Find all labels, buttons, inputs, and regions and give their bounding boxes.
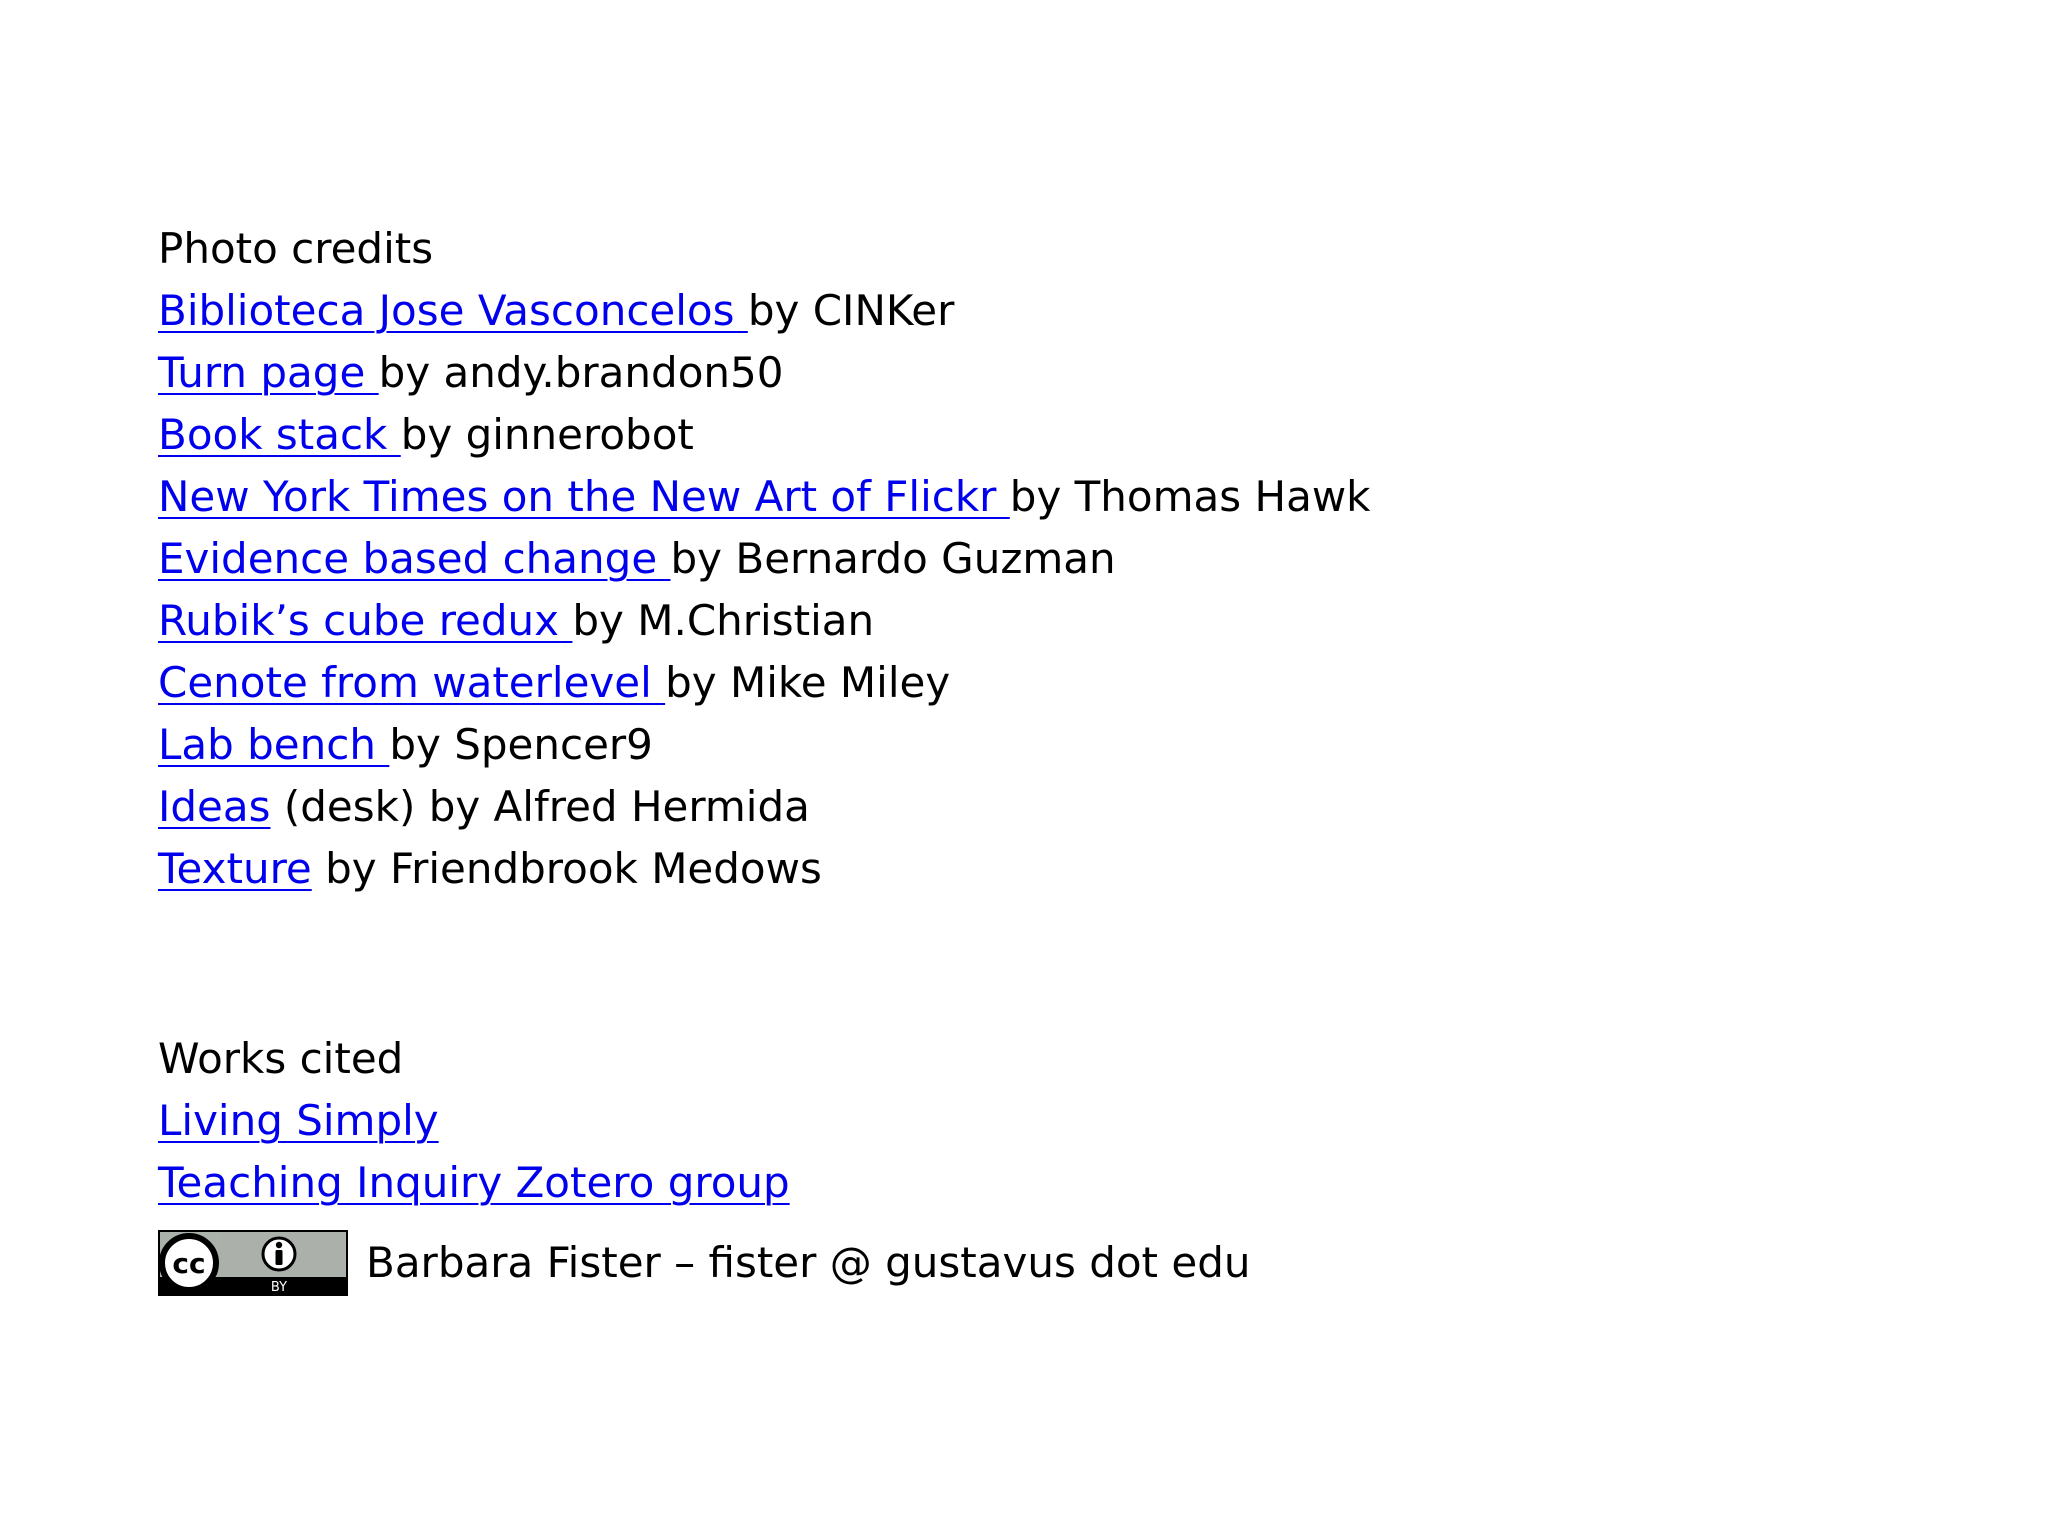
credit-link[interactable]: Evidence based change [158,534,671,583]
credit-attribution: by Thomas Hawk [1009,472,1371,521]
credit-link[interactable]: New York Times on the New Art of Flickr [158,472,1010,521]
credit-link[interactable]: Biblioteca Jose Vasconcelos [158,286,748,335]
credit-line [158,590,1958,652]
credit-link[interactable]: Texture [158,844,312,893]
credit-link[interactable]: Ideas [158,782,271,831]
credit-attribution: (desk) by Alfred Hermida [270,782,810,831]
credit-line [158,342,1958,404]
credit-line [158,838,1958,900]
works-cited-heading: Works cited [158,1034,404,1083]
author-contact: Barbara Fister – fister @ gustavus dot edu [366,1238,1251,1287]
credit-link[interactable]: Rubik’s cube redux [158,596,573,645]
credit-line [158,652,1958,714]
credit-line [158,714,1958,776]
cited-link[interactable]: Living Simply [158,1096,439,1145]
by-badge-text: BY [270,1280,288,1295]
cited-link[interactable]: Teaching Inquiry Zotero group [158,1158,790,1207]
credit-attribution: by Friendbrook Medows [311,844,822,893]
credit-link[interactable]: Book stack [158,410,401,459]
credit-attribution: by CINKer [747,286,955,335]
credit-link[interactable]: Turn page [158,348,379,397]
credit-attribution: by Spencer9 [389,720,653,769]
section-spacer [158,900,1958,1028]
credit-line [158,528,1958,590]
footer [158,1222,1958,1304]
credit-link[interactable]: Lab bench [158,720,390,769]
credit-attribution: by Mike Miley [665,658,951,707]
credit-line [158,466,1958,528]
credit-attribution: by Bernardo Guzman [670,534,1116,583]
cited-line [158,1090,1958,1152]
credit-line [158,776,1958,838]
slide-content [158,218,1958,1304]
credit-attribution: by M.Christian [572,596,875,645]
credit-attribution: by andy.brandon50 [378,348,784,397]
credit-line [158,404,1958,466]
cc-badge-text: cc [172,1247,206,1280]
creative-commons-by-icon[interactable] [158,1230,348,1296]
credit-link[interactable]: Cenote from waterlevel [158,658,666,707]
cited-line [158,1152,1958,1214]
credit-line [158,280,1958,342]
photo-credits-heading: Photo credits [158,224,434,273]
credit-attribution: by ginnerobot [400,410,694,459]
